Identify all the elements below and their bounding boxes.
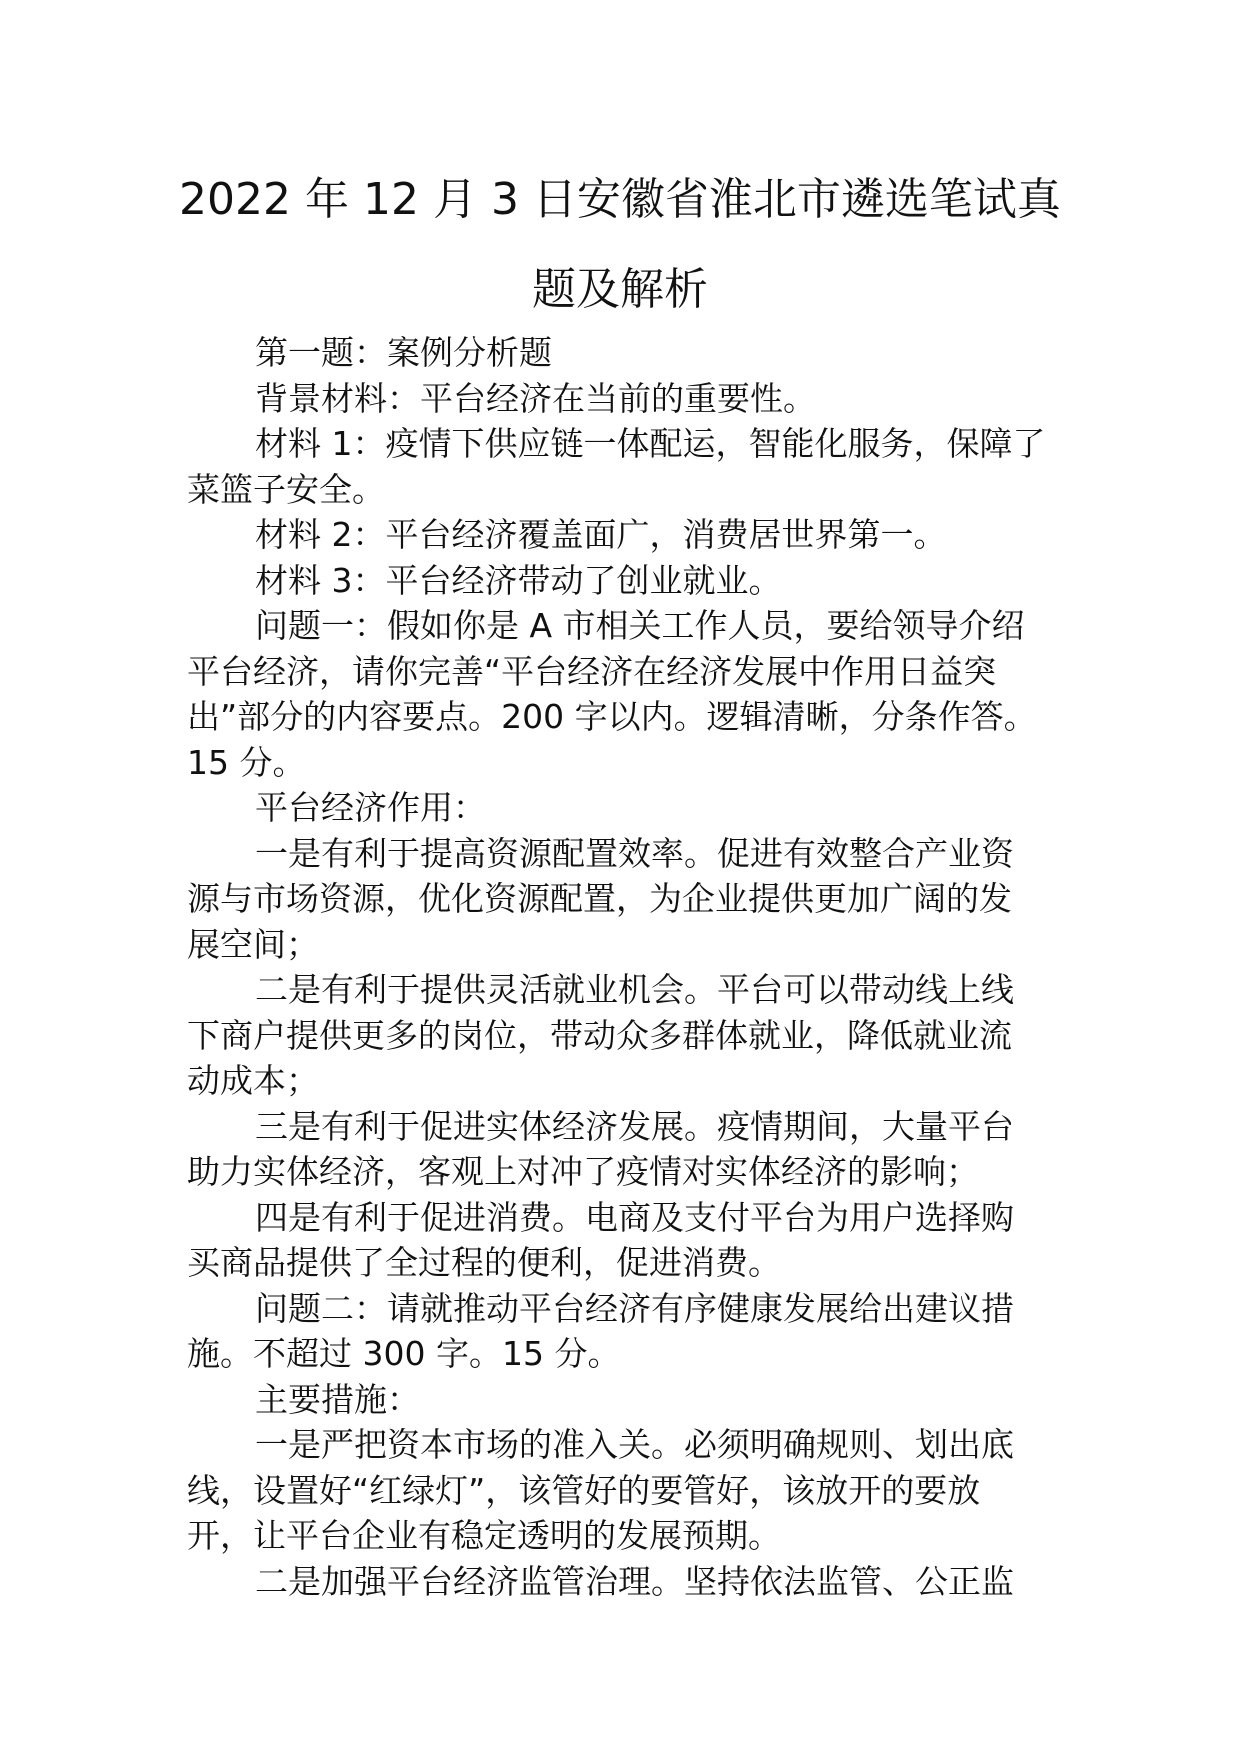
- document-line: 下商户提供更多的岗位，带动众多群体就业，降低就业流: [187, 1015, 1012, 1055]
- document-line: 问题一：假如你是 A 市相关工作人员，要给领导介绍: [255, 606, 1025, 645]
- document-line: 材料 1：疫情下供应链一体配运，智能化服务，保障了: [255, 424, 1046, 463]
- document-line: 第一题：案例分析题: [255, 333, 552, 372]
- document-line: 平台经济，请你完善“平台经济在经济发展中作用日益突: [187, 651, 997, 691]
- document-line: 背景材料：平台经济在当前的重要性。: [255, 378, 816, 418]
- document-line: 买商品提供了全过程的便利，促进消费。: [187, 1243, 781, 1282]
- document-line: 材料 3：平台经济带动了创业就业。: [255, 560, 782, 600]
- document-line: 菜篮子安全。: [187, 469, 385, 509]
- document-line: 展空间；: [187, 924, 319, 964]
- document-line: 动成本；: [187, 1061, 319, 1100]
- document-line: 线，设置好“红绿灯”，该管好的要管好，该放开的要放: [187, 1470, 981, 1510]
- document-line: 平台经济作用：: [255, 788, 486, 827]
- document-line: 源与市场资源，优化资源配置，为企业提供更加广阔的发: [187, 879, 1012, 918]
- document-line: 助力实体经济，客观上对冲了疫情对实体经济的影响；: [187, 1152, 979, 1191]
- document-title-line-1: 2022 年 12 月 3 日安徽省淮北市遴选笔试真: [179, 174, 1061, 225]
- document-title-line-2: 题及解析: [532, 264, 708, 315]
- document-line: 二是有利于提供灵活就业机会。平台可以带动线上线: [255, 970, 1014, 1009]
- document-line: 三是有利于促进实体经济发展。疫情期间，大量平台: [255, 1106, 1014, 1146]
- document-line: 开，让平台企业有稳定透明的发展预期。: [187, 1516, 781, 1555]
- document-line: 一是严把资本市场的准入关。必须明确规则、划出底: [255, 1425, 1014, 1464]
- document-line: 材料 2：平台经济覆盖面广，消费居世界第一。: [255, 515, 947, 554]
- document-line: 问题二：请就推动平台经济有序健康发展给出建议措: [255, 1288, 1014, 1328]
- document-line: 主要措施：: [255, 1379, 420, 1419]
- document-line: 施。不超过 300 字。15 分。: [187, 1334, 621, 1373]
- document-line: 出”部分的内容要点。200 字以内。逻辑清晰，分条作答。: [187, 697, 1037, 736]
- document-line: 四是有利于促进消费。电商及支付平台为用户选择购: [255, 1197, 1014, 1237]
- document-line: 一是有利于提高资源配置效率。促进有效整合产业资: [255, 833, 1014, 873]
- document-body: [187, 330, 1067, 1604]
- document-line: 二是加强平台经济监管治理。坚持依法监管、公正监: [255, 1561, 1014, 1601]
- document-line: 15 分。: [187, 742, 306, 782]
